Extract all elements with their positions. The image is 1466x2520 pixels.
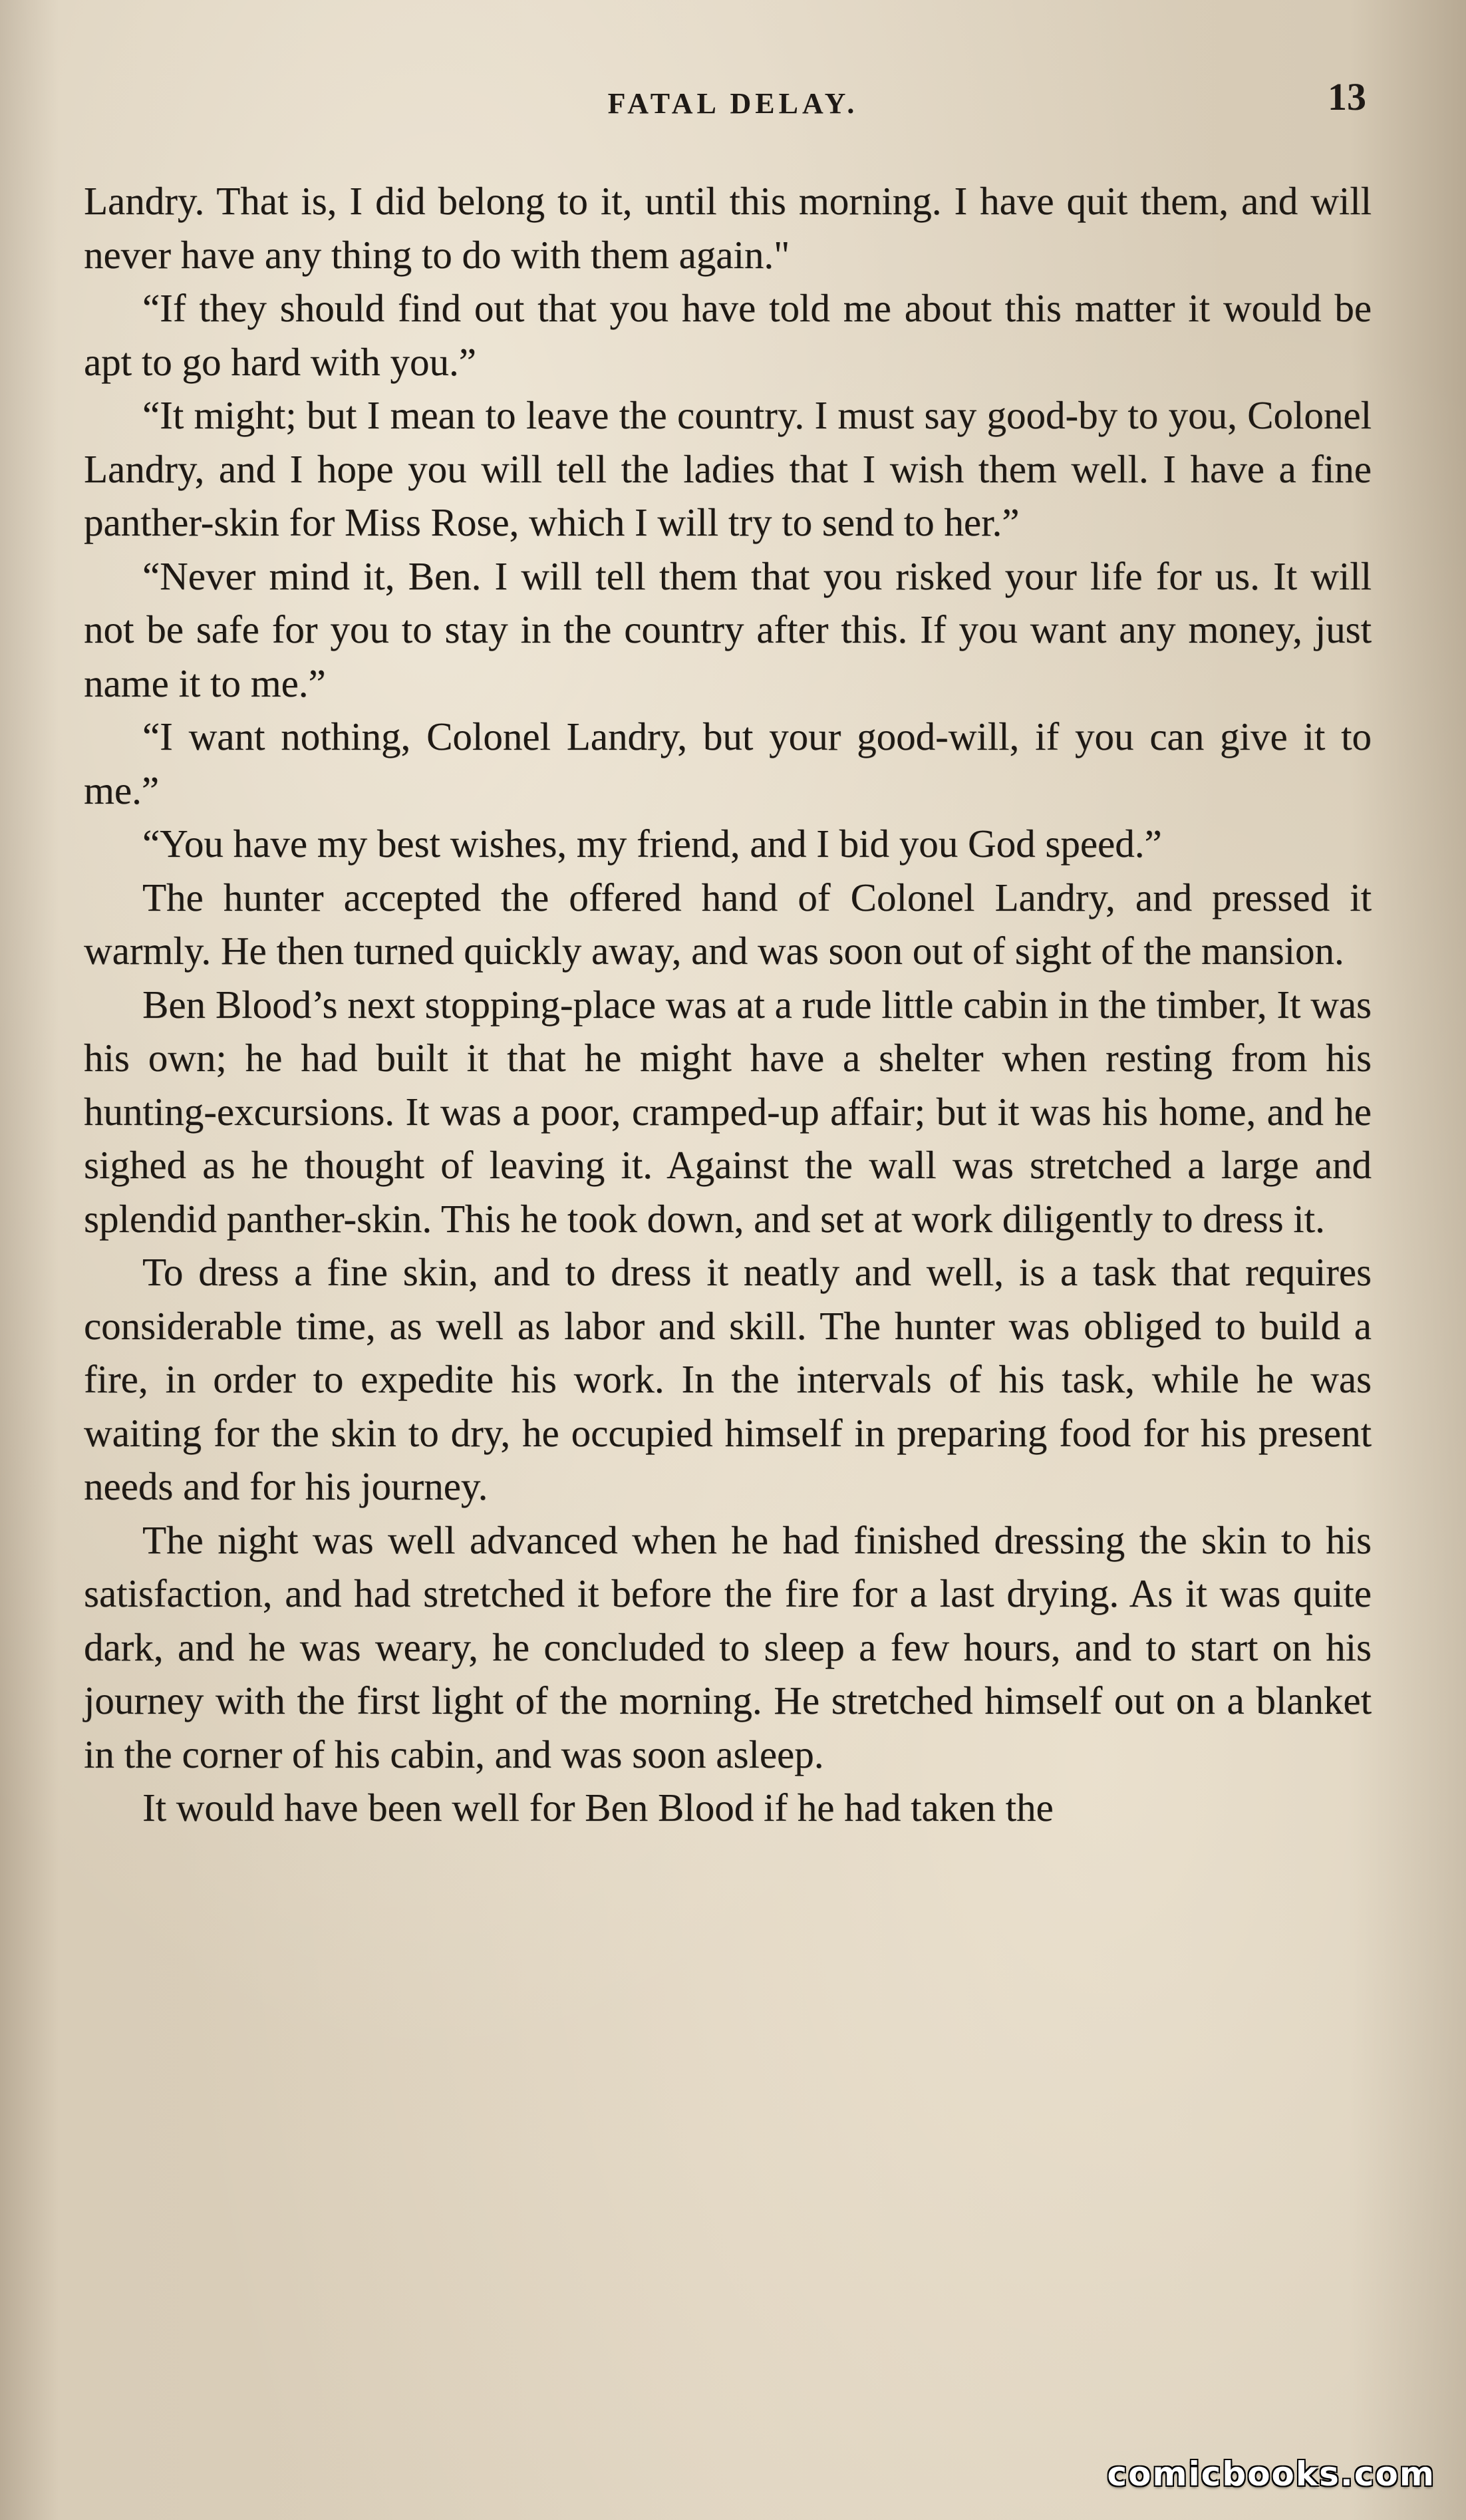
page-number: 13 xyxy=(1328,75,1366,118)
paragraph-3: “It might; but I mean to leave the country. I must say good-by to you, Colonel Landry, and I hope you will tell the ladies that I wish them well. I have a fine panther-skin for Miss Rose, which I will try to send to her.” xyxy=(84,393,1372,544)
paragraph-5: “I want nothing, Colonel Landry, but your good-will, if you can give it to me.” xyxy=(84,714,1372,812)
paragraph-2: “If they should find out that you have told me about this matter it would be apt to go hard with you.” xyxy=(84,286,1372,384)
body-text xyxy=(84,174,1372,1835)
paragraph-8: Ben Blood’s next stopping-place was at a rude little cabin in the timber, It was his own; he had built it that he might have a shelter when resting from his hunting-excursions. It was a poor, cramped-up affair; but it was his home, and he sighed as he thought of leaving it. Against the wall was stretched a large and splendid panther-skin. This he took down, and set at work diligently to dress it. xyxy=(84,982,1372,1241)
paragraph-6: “You have my best wishes, my friend, and I bid you God speed.” xyxy=(142,822,1162,866)
paragraph-11: It would have been well for Ben Blood if he had taken the xyxy=(142,1786,1054,1829)
page-header xyxy=(0,75,1466,128)
paragraph-1: Landry. That is, I did belong to it, until this morning. I have quit them, and will never have any thing to do with them again." xyxy=(84,179,1372,277)
paragraph-9: To dress a fine skin, and to dress it neatly and well, is a task that requires considerable time, as well as labor and skill. The hunter was obliged to build a fire, in order to expedite his work. In the intervals of his task, while he was waiting for the skin to dry, he occupied himself in preparing food for his present needs and for his journey. xyxy=(84,1250,1372,1508)
paragraph-4: “Never mind it, Ben. I will tell them that you risked your life for us. It will not be safe for you to stay in the country after this. If you want any money, just name it to me.” xyxy=(84,553,1372,705)
watermark: comicbooks.com xyxy=(1107,2455,1435,2493)
running-title: FATAL DELAY. xyxy=(607,87,859,120)
paragraph-10: The night was well advanced when he had finished dressing the skin to his satisfaction, and had stretched it before the fire for a last drying. As it was quite dark, and he was weary, he concluded to sleep a few hours, and to start on his journey with the first light of the morning. He stretched himself out on a blanket in the corner of his cabin, and was soon asleep. xyxy=(84,1517,1372,1776)
paragraph-7: The hunter accepted the offered hand of Colonel Landry, and pressed it warmly. He then turned quickly away, and was soon out of sight of the mansion. xyxy=(84,875,1372,973)
